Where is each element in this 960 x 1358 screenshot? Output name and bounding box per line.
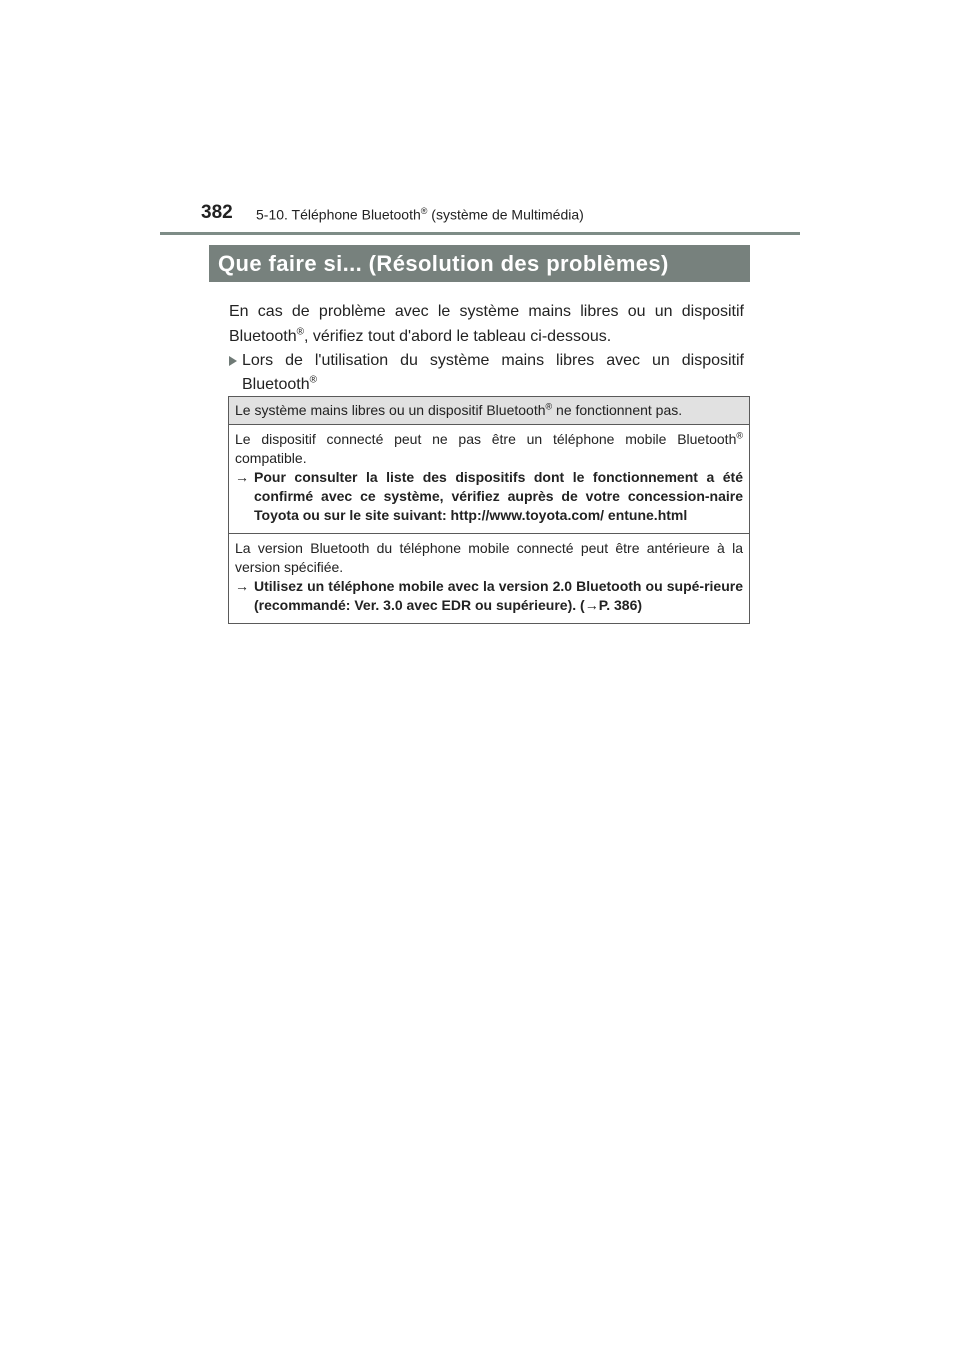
- arrow-right-icon: →: [235, 469, 249, 485]
- intro-text-end: , vérifiez tout d'abord le tableau ci-dessous.: [303, 328, 612, 345]
- intro-text: En cas de problème avec le système mains libres ou un dispositif Bluetooth: [229, 303, 744, 345]
- table-header: [229, 397, 749, 425]
- bullet-label: Lors de l'utilisation du système mains libres avec un dispositif Bluetooth: [242, 352, 744, 393]
- chapter-title: 5-10. Téléphone Bluetooth: [256, 206, 421, 223]
- header-divider: [160, 232, 800, 235]
- table-header-text: Le système mains libres ou un dispositif Bluetooth: [235, 402, 546, 418]
- solution-label: Pour consulter la liste des dispositifs dont le fonctionnement a été confirmé avec ce système, vérifiez auprès de votre concession-naire Toyota ou sur le site suivant: http://www.toyota.com/ entune.html: [254, 469, 743, 523]
- registered-mark: ®: [736, 430, 743, 441]
- solution-text: [235, 577, 743, 615]
- section-title: Que faire si... (Résolution des problèmes): [209, 245, 750, 282]
- table-header-text-end: ne fonctionnent pas.: [552, 402, 683, 418]
- table-row: [229, 425, 749, 533]
- arrow-right-icon: →: [235, 578, 249, 594]
- problem-text: La version Bluetooth du téléphone mobile connecté peut être antérieure à la version spécifiée.: [235, 540, 743, 575]
- troubleshooting-table: [228, 396, 750, 624]
- chapter-header: [256, 206, 584, 223]
- registered-mark: ®: [296, 326, 304, 338]
- table-row: [229, 533, 749, 623]
- problem-text: [235, 430, 743, 468]
- triangle-bullet-icon: [229, 356, 237, 366]
- chapter-subtitle: (système de Multimédia): [427, 206, 584, 223]
- problem-text-end: compatible.: [235, 450, 307, 466]
- page-reference[interactable]: P. 386): [598, 597, 643, 613]
- page-number: 382: [201, 202, 233, 223]
- problem-text-start: Le dispositif connecté peut ne pas être un téléphone mobile Bluetooth: [235, 431, 737, 447]
- registered-mark: ®: [545, 401, 553, 412]
- intro-paragraph: [229, 299, 744, 349]
- bullet-text: [242, 349, 744, 397]
- registered-mark: ®: [309, 374, 317, 386]
- arrow-right-icon: →: [584, 597, 599, 613]
- solution-label: Utilisez un téléphone mobile avec la version 2.0 Bluetooth ou supé-rieure (recommandé: Ver. 3.0 avec EDR ou supérieure). (: [254, 578, 743, 613]
- solution-text: [235, 468, 743, 525]
- registered-mark: ®: [420, 206, 428, 216]
- bullet-item: [229, 349, 744, 397]
